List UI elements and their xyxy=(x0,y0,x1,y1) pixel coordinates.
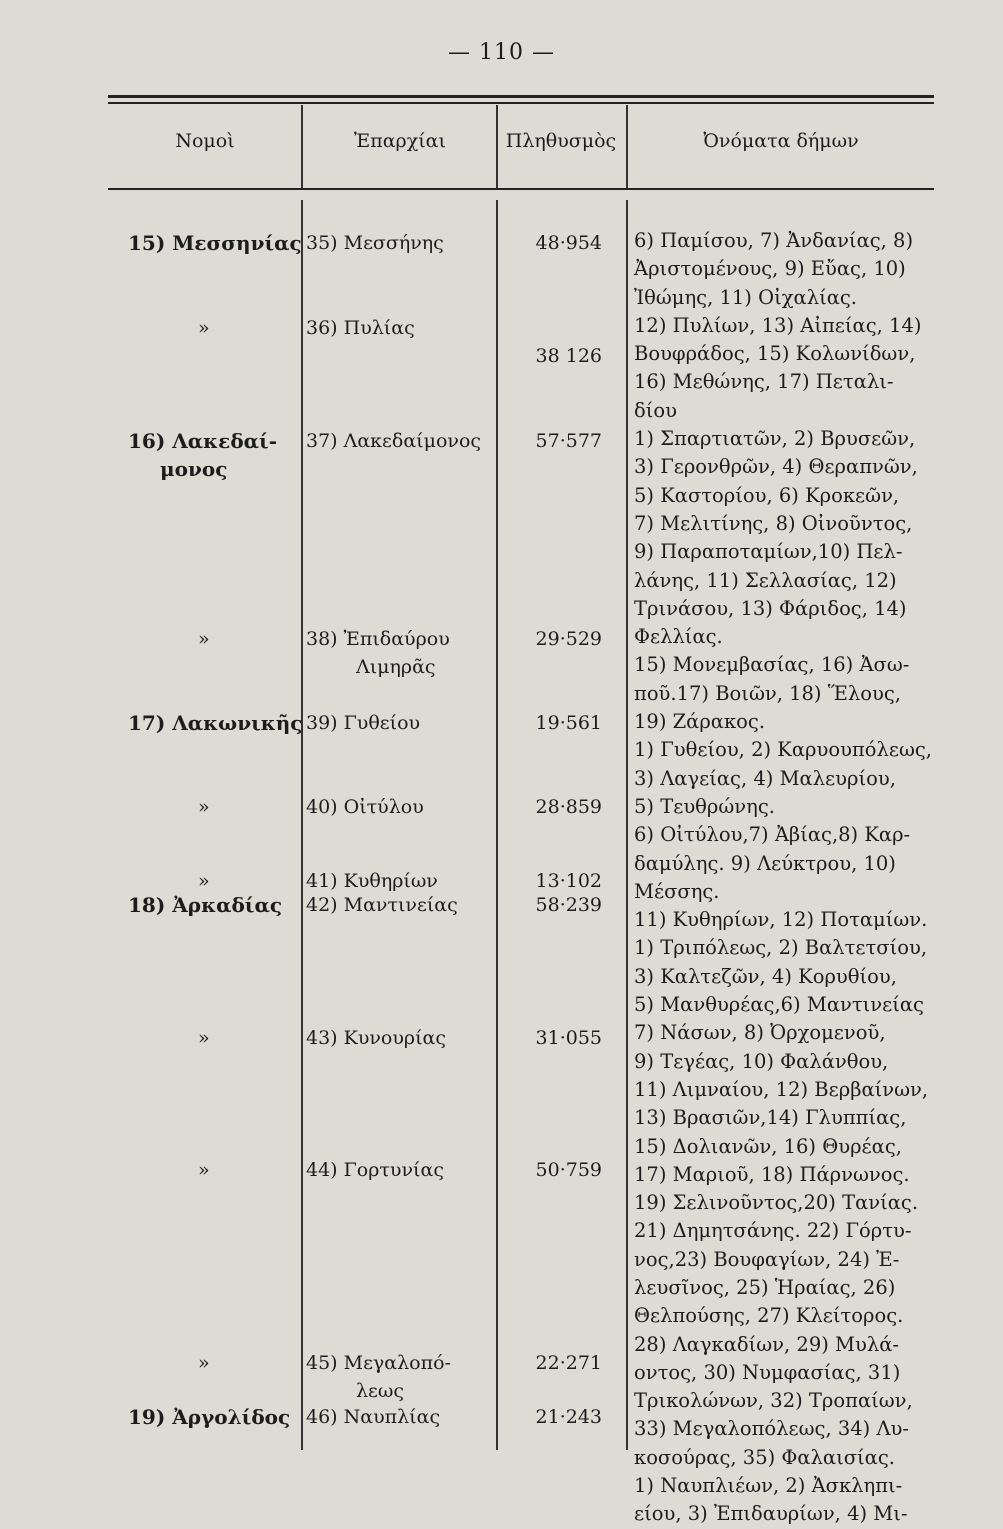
names-line: 6) Οἰτύλου,7) Ἀβίας,8) Καρ- xyxy=(634,823,911,847)
names-line: Φελλίας. xyxy=(634,625,723,649)
names-line: Βουφράδος, 15) Κολωνίδων, xyxy=(634,342,916,366)
population-value: 48·954 xyxy=(535,232,602,254)
population-value: 58·239 xyxy=(535,894,602,916)
names-line: 3) Λαγείας, 4) Μαλευρίου, xyxy=(634,766,896,790)
population-value: 38 126 xyxy=(535,345,602,367)
names-line: νος,23) Βουφαγίων, 24) Ἐ- xyxy=(634,1247,900,1271)
header-rule xyxy=(108,188,934,190)
eparchia-label: 44) Γορτυνίας xyxy=(306,1159,444,1181)
names-line: λάνης, 11) Σελλασίας, 12) xyxy=(634,568,897,592)
names-line: 28) Λαγκαδίων, 29) Μυλά- xyxy=(634,1332,899,1356)
names-line: κοσούρας, 35) Φαλαισίας. xyxy=(634,1445,895,1469)
names-line: 17) Μαριοῦ, 18) Πάρνωνος. xyxy=(634,1162,910,1186)
nomos-ditto: » xyxy=(198,628,210,650)
eparchia-label: 36) Πυλίας xyxy=(306,317,415,339)
names-line: 1) Ναυπλιέων, 2) Ἀσκληπι- xyxy=(634,1474,903,1498)
names-line: οντος, 30) Νυμφασίας, 31) xyxy=(634,1360,901,1384)
names-line: ποῦ.17) Βοιῶν, 18) Ἕλους, xyxy=(634,681,901,705)
names-line: 5) Μανθυρέας,6) Μαντινείας xyxy=(634,993,924,1017)
population-value: 28·859 xyxy=(535,796,602,818)
nomos-label: 17) Λακωνικῆς xyxy=(128,711,303,735)
names-line: 5) Τευθρώνης. xyxy=(634,794,775,818)
names-line: 5) Καστορίου, 6) Κροκεῶν, xyxy=(634,483,900,507)
names-line: 9) Παραποταμίων,10) Πελ- xyxy=(634,540,903,564)
column-divider-3-body xyxy=(626,200,628,1450)
population-value: 21·243 xyxy=(535,1406,602,1428)
names-line: 1) Τριπόλεως, 2) Βαλτετσίου, xyxy=(634,936,928,960)
page-number: — 110 — xyxy=(448,40,555,65)
names-line: 19) Σελινοῦντος,20) Τανίας. xyxy=(634,1191,919,1215)
municipality-names-column xyxy=(634,227,932,1529)
header-plithysmos: Πληθυσμὸς xyxy=(505,130,617,152)
nomos-ditto: » xyxy=(198,870,210,892)
nomos-ditto: » xyxy=(198,317,210,339)
eparchia-label: 41) Κυθηρίων xyxy=(306,870,438,892)
eparchia-label: 46) Ναυπλίας xyxy=(306,1406,441,1428)
names-line: λευσῖνος, 25) Ἡραίας, 26) xyxy=(634,1275,896,1299)
names-line: Τρικολώνων, 32) Τροπαίων, xyxy=(634,1389,913,1413)
eparchia-label: 38) Ἐπιδαύρου xyxy=(306,628,450,650)
names-line: Ἀριστομένους, 9) Εὔας, 10) xyxy=(634,257,906,281)
names-line: 16) Μεθώνης, 17) Πεταλι- xyxy=(634,370,894,394)
names-line: δαμύλης. 9) Λεύκτρου, 10) xyxy=(634,851,896,875)
population-value: 22·271 xyxy=(535,1352,602,1374)
eparchia-label: 37) Λακεδαίμονος xyxy=(306,430,482,452)
nomos-label: 19) Ἀργολίδος xyxy=(128,1405,291,1429)
eparchia-label: 40) Οἰτύλου xyxy=(306,796,424,818)
nomos-ditto: » xyxy=(198,1159,210,1181)
eparchia-label: 43) Κυνουρίας xyxy=(306,1027,447,1049)
names-line: 33) Μεγαλοπόλεως, 34) Λυ- xyxy=(634,1417,909,1441)
names-line: Ἰθώμης, 11) Οἰχαλίας. xyxy=(634,285,858,309)
nomos-ditto: » xyxy=(198,1352,210,1374)
names-line: 13) Βρασιῶν,14) Γλυππίας, xyxy=(634,1106,907,1130)
names-line: 1) Σπαρτιατῶν, 2) Βρυσεῶν, xyxy=(634,427,916,451)
eparchia-label: 35) Μεσσήνης xyxy=(306,232,444,254)
names-line: είου, 3) Ἐπιδαυρίων, 4) Μι- xyxy=(634,1502,908,1526)
names-line: 15) Μονεμβασίας, 16) Ἀσω- xyxy=(634,653,910,677)
names-line: δίου xyxy=(634,398,677,422)
eparchia-label-cont: λεως xyxy=(356,1380,405,1402)
eparchia-label: 39) Γυθείου xyxy=(306,712,421,734)
top-rule xyxy=(108,95,934,98)
column-divider-2-body xyxy=(496,200,498,1450)
names-line: 6) Παμίσου, 7) Ἀνδανίας, 8) xyxy=(634,229,914,252)
population-value: 13·102 xyxy=(535,870,602,892)
header-eparchiai: Ἐπαρχίαι xyxy=(354,130,446,152)
eparchia-label: 45) Μεγαλοπό- xyxy=(306,1352,451,1374)
population-value: 50·759 xyxy=(535,1159,602,1181)
population-value: 29·529 xyxy=(535,628,602,650)
column-divider-2 xyxy=(496,105,498,188)
column-divider-1-body xyxy=(301,200,303,1450)
names-line: 11) Λιμναίου, 12) Βερβαίνων, xyxy=(634,1077,929,1101)
names-line: Τρινάσου, 13) Φάριδος, 14) xyxy=(634,596,907,620)
names-line: 7) Νάσων, 8) Ὀρχομενοῦ, xyxy=(634,1021,886,1045)
population-value: 31·055 xyxy=(535,1027,602,1049)
population-value: 57·577 xyxy=(535,430,602,452)
names-line: Θελπούσης, 27) Κλείτορος. xyxy=(634,1304,904,1328)
names-line: Μέσσης. xyxy=(634,879,720,903)
names-line: 21) Δημητσάνης. 22) Γόρτυ- xyxy=(634,1219,912,1243)
names-line: 9) Τεγέας, 10) Φαλάνθου, xyxy=(634,1049,889,1073)
names-line: 12) Πυλίων, 13) Αἰπείας, 14) xyxy=(634,313,922,337)
names-line: 11) Κυθηρίων, 12) Ποταμίων. xyxy=(634,908,928,932)
column-divider-1 xyxy=(301,105,303,188)
names-line: 1) Γυθείου, 2) Καρυουπόλεως, xyxy=(634,738,932,762)
nomos-label: 15) Μεσσηνίας xyxy=(128,231,302,255)
nomos-label-cont: μονος xyxy=(160,457,228,481)
names-line: 3) Γερονθρῶν, 4) Θεραπνῶν, xyxy=(634,455,918,479)
column-divider-3 xyxy=(626,105,628,188)
names-line: 3) Καλτεζῶν, 4) Κορυθίου, xyxy=(634,964,897,988)
eparchia-label-cont: Λιμηρᾶς xyxy=(356,656,436,678)
nomos-label: 18) Ἀρκαδίας xyxy=(128,893,283,917)
header-nomoi: Νομοὶ xyxy=(175,130,235,152)
nomos-label: 16) Λακεδαί- xyxy=(128,429,278,453)
nomos-ditto: » xyxy=(198,796,210,818)
top-rule-2 xyxy=(108,102,934,104)
population-value: 19·561 xyxy=(535,712,602,734)
header-onomata: Ὀνόματα δήμων xyxy=(703,130,859,152)
eparchia-label: 42) Μαντινείας xyxy=(306,894,458,916)
nomos-ditto: » xyxy=(198,1027,210,1049)
names-line: 15) Δολιανῶν, 16) Θυρέας, xyxy=(634,1134,902,1158)
names-line: 19) Ζάρακος. xyxy=(634,710,766,734)
names-line: 7) Μελιτίνης, 8) Οἰνοῦντος, xyxy=(634,511,913,535)
